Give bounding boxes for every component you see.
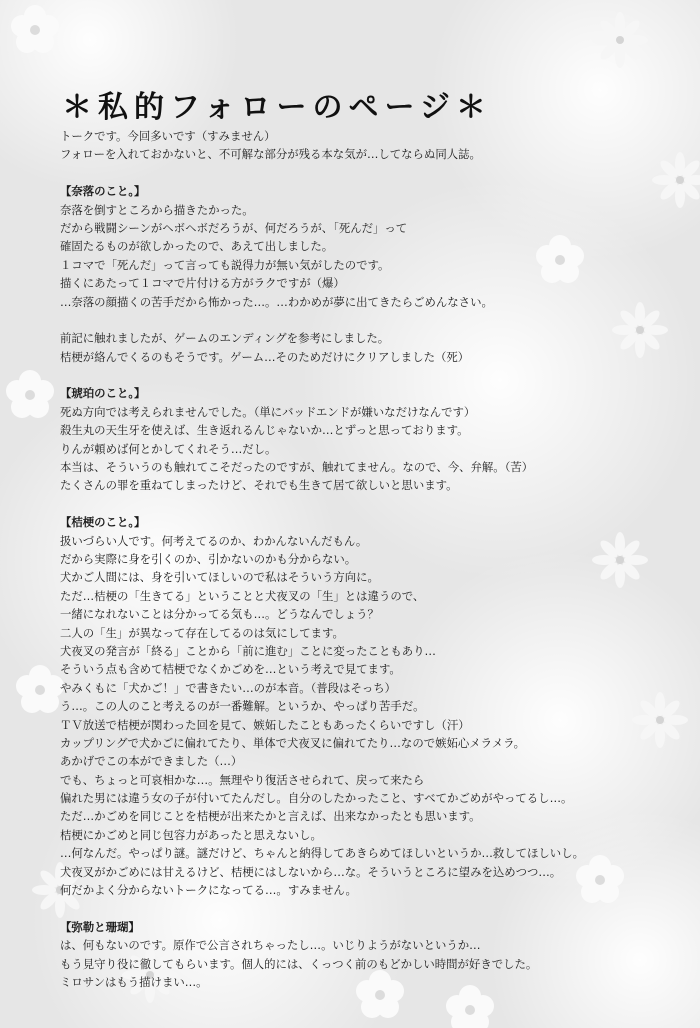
text-line: 前記に触れましたが、ゲームのエンディングを参考にしました。 xyxy=(60,331,390,346)
text-line: 桔梗が絡んでくるのもそうです。ゲーム…そのためだけにクリアしました（死） xyxy=(60,349,470,364)
text-line: は、何もないのです。原作で公言されちゃったし…。いじりようがないというか… xyxy=(60,938,481,953)
paragraph-gap xyxy=(60,366,690,384)
text-line: 桔梗にかごめと同じ包容力があったと思えないし。 xyxy=(60,827,322,842)
intro-line: フォローを入れておかないと、不可解な部分が残る本な気が…してならぬ同人誌。 xyxy=(60,147,481,162)
text-line: 犬かご人間には、身を引いてほしいので私はそういう方向に。 xyxy=(60,570,379,585)
page-title: ＊私的フォローのページ＊ xyxy=(62,90,492,125)
paragraph-gap xyxy=(60,495,690,513)
text-line: 犬夜叉の発言が「終る」ことから「前に進む」ことに変ったこともあり… xyxy=(60,643,436,658)
text-line: 何だかよく分からないトークになってる…。すみません。 xyxy=(60,883,357,898)
section-heading-kikyo: 【桔梗のこと。】 xyxy=(60,515,146,530)
text-line: 偏れた男には違う女の子が付いてたんだし。自分のしたかったこと、すべてかごめがやってるし…。 xyxy=(60,791,573,806)
text-line: 確固たるものが欲しかったので、あえて出しました。 xyxy=(60,239,334,254)
text-line: やみくもに「犬かご！」で書きたい…のが本音。（普段はそっち） xyxy=(60,680,397,695)
text-line: １コマで「死んだ」って言っても説得力が無い気がしたのです。 xyxy=(60,257,390,272)
text-line: ただ…桔梗の「生きてる」ということと犬夜叉の「生」とは違うので、 xyxy=(60,588,425,603)
text-line: ＴＶ放送で桔梗が関わった回を見て、嫉妬したこともあったくらいですし（汗） xyxy=(60,717,470,732)
text-line: ミロサンはもう描けまい…。 xyxy=(60,974,208,989)
section-heading-kohaku: 【琥珀のこと。】 xyxy=(60,386,146,401)
section-heading-naraku: 【奈落のこと。】 xyxy=(60,184,146,199)
text-line: あかげでこの本ができました（…） xyxy=(60,754,243,769)
text-line: だから実際に身を引くのか、引かないのかも分からない。 xyxy=(60,551,357,566)
text-line: う…。この人のこと考えるのが一番難解。というか、やっぱり苦手だ。 xyxy=(60,699,425,714)
text-line xyxy=(60,311,690,329)
text-line: たくさんの罪を重ねてしまったけど、それでも生きて居て欲しいと思います。 xyxy=(60,478,458,493)
text-line: そういう点も含めて桔梗でなくかごめを…という考えで見てます。 xyxy=(60,662,401,677)
text-line: だから戦闘シーンがヘボヘボだろうが、何だろうが、「死んだ」って xyxy=(60,220,408,235)
text-line: …何なんだ。やっぱり謎。謎だけど、ちゃんと納得してあきらめてほしいというか…救してほしいし。 xyxy=(60,846,584,861)
text-line: もう見守り役に徹してもらいます。個人的には、くっつく前のもどかしい時間が好きでした。 xyxy=(60,956,538,971)
text-line: りんが頼めば何とかしてくれそう…だし。 xyxy=(60,441,277,456)
paragraph-gap xyxy=(60,899,690,917)
text-line: 二人の「生」が異なって存在してるのは気にしてます。 xyxy=(60,625,344,640)
text-line: 一緒になれないことは分かってる気も…。どうなんでしょう？ xyxy=(60,607,379,622)
text-line: 犬夜叉がかごめには甘えるけど、桔梗にはしないから…な。そういうところに望みを込めつつ…。 xyxy=(60,864,562,879)
text-line: カップリングで犬かごに偏れてたり、単体で犬夜叉に偏れてたり…なので嫉妬心メラメラ。 xyxy=(60,735,525,750)
paragraph-gap xyxy=(60,164,690,182)
text-line: 殺生丸の天生牙を使えば、生き返れるんじゃないか…とずっと思っております。 xyxy=(60,423,469,438)
text-line: 死ぬ方向では考えられませんでした。（単にバッドエンドが嫌いなだけなんです） xyxy=(60,404,476,419)
text-line: ただ…かごめを同じことを桔梗が出来たかと言えば、出来なかったとも思います。 xyxy=(60,809,481,824)
intro-line: トークです。今回多いです（すみません） xyxy=(60,129,276,143)
section-heading-miroku-sango: 【弥勒と珊瑚】 xyxy=(60,919,140,934)
text-line: 奈落を倒すところから描きたかった。 xyxy=(60,202,254,217)
text-line: …奈落の顔描くの苦手だから怖かった…。…わかめが夢に出てきたらごめんなさい。 xyxy=(60,294,493,309)
text-line: 本当は、そういうのも触れてこそだったのですが、触れてません。なので、今、弁解。（苦） xyxy=(60,460,534,475)
text-line: 扱いづらい人です。何考えてるのか、わかんないんだもん。 xyxy=(60,533,368,548)
text-line: でも、ちょっと可哀相かな…。無理やり復活させられて、戻って来たら xyxy=(60,772,425,787)
afterword-text xyxy=(60,127,690,991)
text-line: 描くにあたって１コマで片付ける方がラクですが（爆） xyxy=(60,276,345,291)
